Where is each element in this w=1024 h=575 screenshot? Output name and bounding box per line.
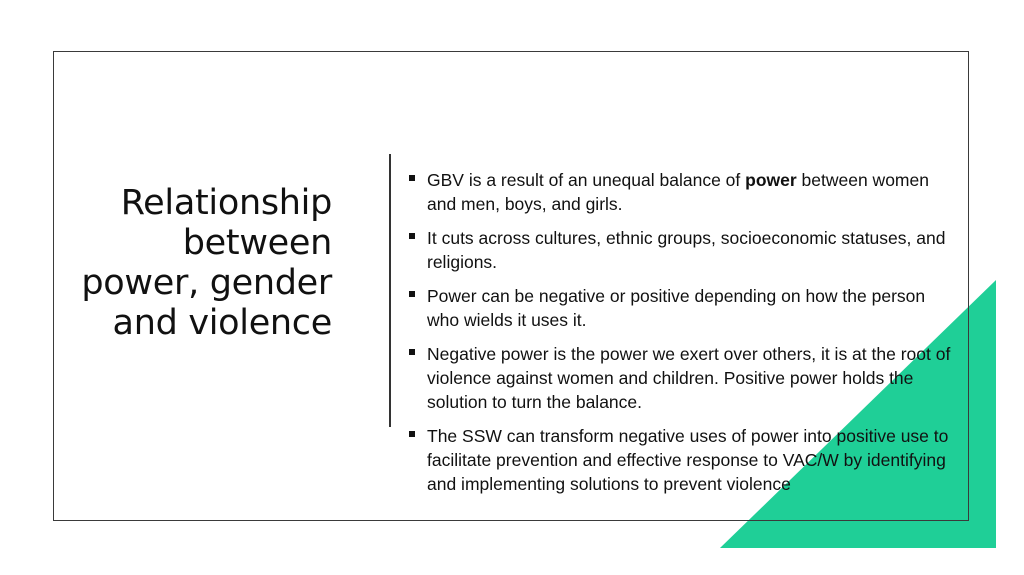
bullet-item	[408, 342, 960, 414]
bullet-bold-text: power	[745, 170, 797, 190]
square-bullet-icon	[409, 349, 415, 355]
bullet-text-part: GBV is a result of an unequal balance of	[427, 170, 746, 190]
bullet-text: Negative power is the power we exert over others, it is at the root of violence against women and children. Positive power holds the solution to turn the balance.	[427, 344, 951, 412]
bullet-list	[408, 168, 960, 506]
bullet-text: Power can be negative or positive depending on how the person who wields it uses it.	[427, 286, 926, 330]
square-bullet-icon	[409, 233, 415, 239]
square-bullet-icon	[409, 175, 415, 181]
bullet-text: It cuts across cultures, ethnic groups, socioeconomic statuses, and religions.	[427, 228, 946, 272]
bullet-item	[408, 226, 960, 274]
bullet-text-part: between women and men, boys, and girls.	[427, 170, 929, 214]
bullet-item	[408, 284, 960, 332]
bullet-item	[408, 168, 960, 216]
bullet-text	[427, 170, 929, 214]
bullet-item	[408, 424, 960, 496]
square-bullet-icon	[409, 291, 415, 297]
slide-title: Relationship between power, gender and violence	[81, 183, 332, 343]
vertical-divider	[389, 154, 391, 427]
bullet-text: The SSW can transform negative uses of power into positive use to facilitate prevention and effective response to VAC/W by identifying and implementing solutions to prevent violence	[427, 426, 949, 494]
square-bullet-icon	[409, 431, 415, 437]
